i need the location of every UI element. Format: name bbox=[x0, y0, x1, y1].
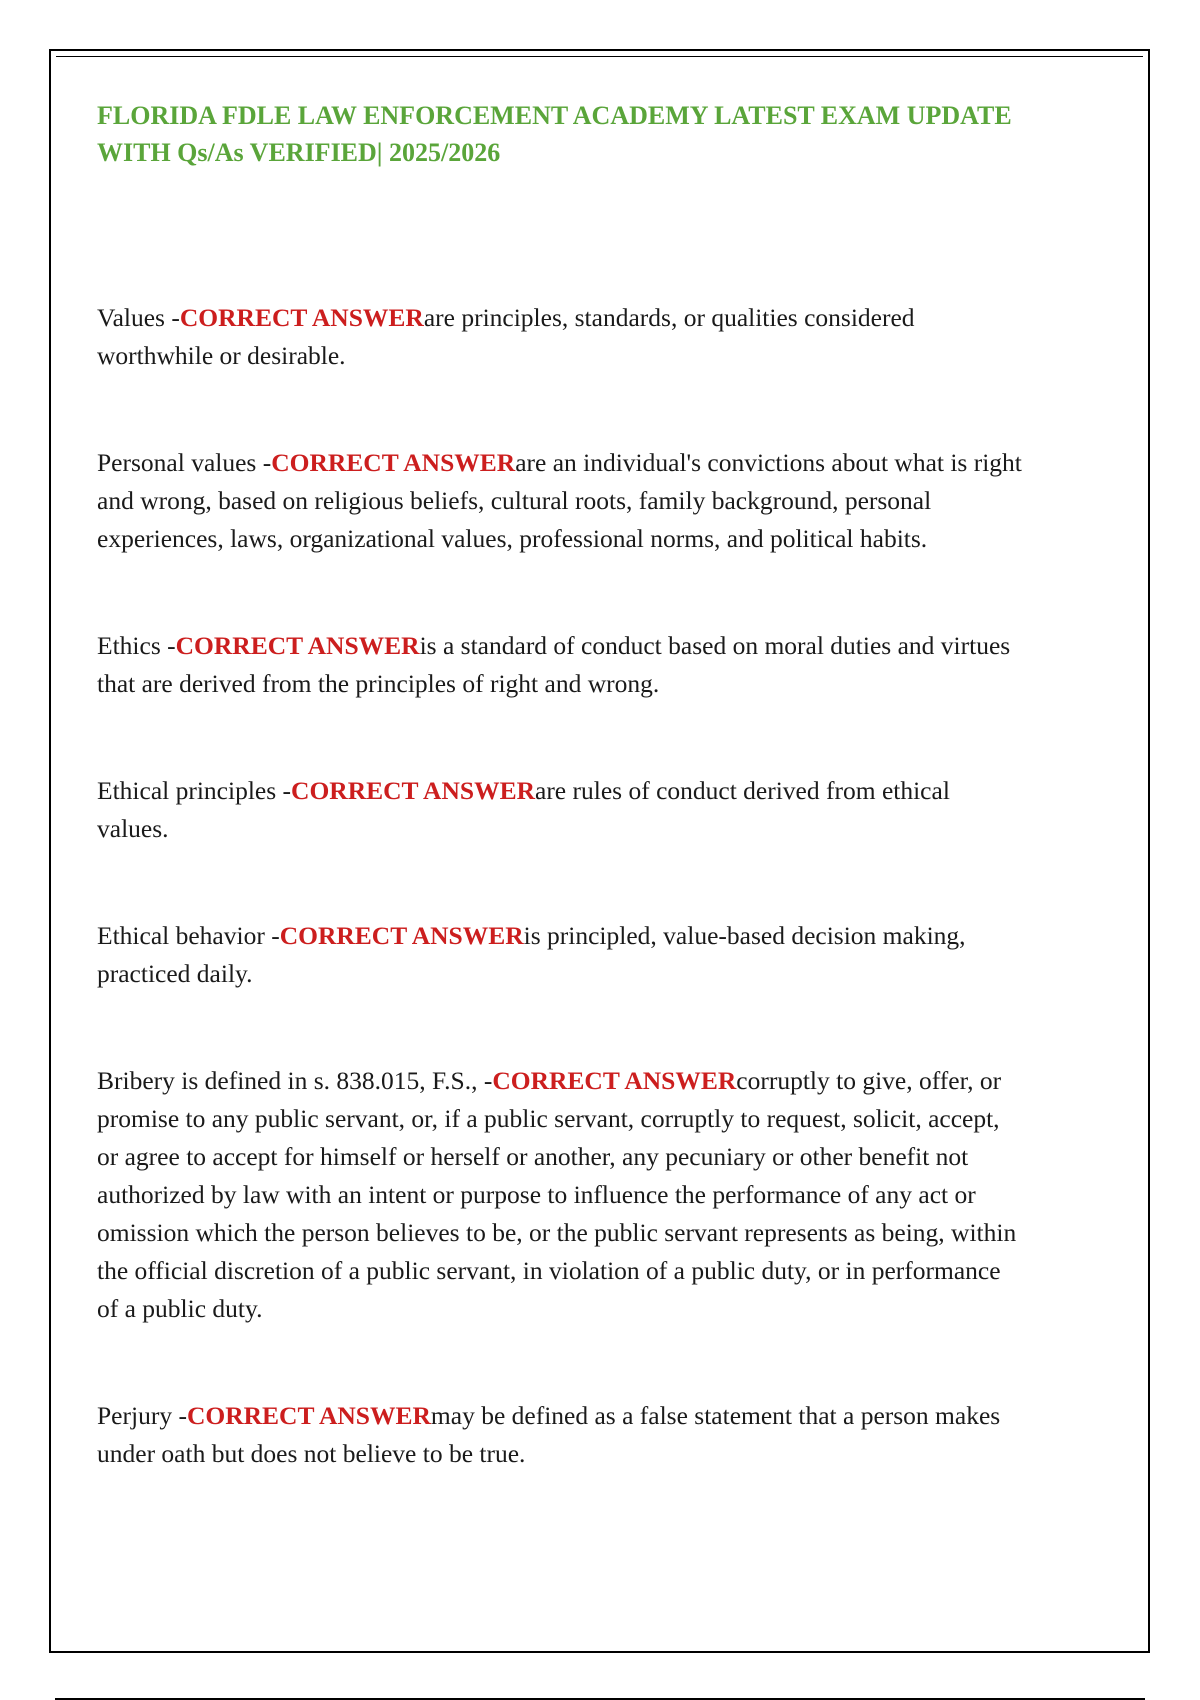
correct-answer-tag: CORRECT ANSWER bbox=[179, 303, 424, 332]
entry-term: Bribery is defined in s. 838.015, F.S., bbox=[97, 1066, 478, 1095]
correct-answer-tag: CORRECT ANSWER bbox=[492, 1066, 737, 1095]
entry-bribery bbox=[97, 1062, 1022, 1328]
entry-values bbox=[97, 299, 1022, 375]
entry-definition: may be defined as a false statement that a person makes under oath but does not believe to be true. bbox=[97, 1401, 1001, 1468]
correct-answer-tag: CORRECT ANSWER bbox=[271, 448, 516, 477]
document-title: FLORIDA FDLE LAW ENFORCEMENT ACADEMY LATEST EXAM UPDATE WITH Qs/As VERIFIED| 2025/2026 bbox=[97, 101, 1012, 167]
entry-definition: are principles, standards, or qualities considered worthwhile or desirable. bbox=[97, 303, 915, 370]
entry-ethical-principles bbox=[97, 772, 1022, 848]
entry-perjury bbox=[97, 1397, 1022, 1473]
entry-definition: is principled, value-based decision making, practiced daily. bbox=[97, 921, 966, 988]
entry-term: Ethical behavior bbox=[97, 921, 265, 950]
entry-separator: - bbox=[477, 1066, 493, 1095]
entry-ethical-behavior bbox=[97, 917, 1022, 993]
entry-separator: - bbox=[276, 776, 292, 805]
document-body bbox=[97, 97, 1022, 1473]
entry-term: Ethical principles bbox=[97, 776, 277, 805]
entry-definition: are an individual's convictions about what is right and wrong, based on religious beliefs, cultural roots, family background, personal experiences, laws, organizational values, professional norms, and political habits. bbox=[97, 448, 1022, 553]
entry-separator: - bbox=[264, 921, 280, 950]
entry-separator: - bbox=[172, 1401, 187, 1430]
entry-personal-values bbox=[97, 444, 1022, 558]
correct-answer-tag: CORRECT ANSWER bbox=[175, 631, 420, 660]
entry-separator: - bbox=[160, 631, 176, 660]
correct-answer-tag: CORRECT ANSWER bbox=[186, 1401, 431, 1430]
entry-term: Ethics bbox=[97, 631, 161, 660]
entry-separator: - bbox=[164, 303, 180, 332]
entry-term: Values bbox=[97, 303, 165, 332]
entry-definition: are rules of conduct derived from ethical values. bbox=[97, 776, 950, 843]
entry-term: Perjury bbox=[97, 1401, 173, 1430]
entry-ethics bbox=[97, 627, 1022, 703]
correct-answer-tag: CORRECT ANSWER bbox=[291, 776, 535, 805]
entry-definition: is a standard of conduct based on moral duties and virtues that are derived from the principles of right and wrong. bbox=[97, 631, 1011, 698]
entry-separator: - bbox=[256, 448, 272, 477]
entry-term: Personal values bbox=[97, 448, 257, 477]
entry-definition: corruptly to give, offer, or promise to any public servant, or, if a public servant, corruptly to request, solicit, accept, or agree to accept for himself or herself or another, any pecuniary or other benefit not authorized by law with an intent or purpose to influence the performance of any act or omission which the person believes to be, or the public servant represents as being, within the official discretion of a public servant, in violation of a public duty, or in performance of a public duty. bbox=[97, 1066, 1017, 1323]
correct-answer-tag: CORRECT ANSWER bbox=[279, 921, 524, 950]
